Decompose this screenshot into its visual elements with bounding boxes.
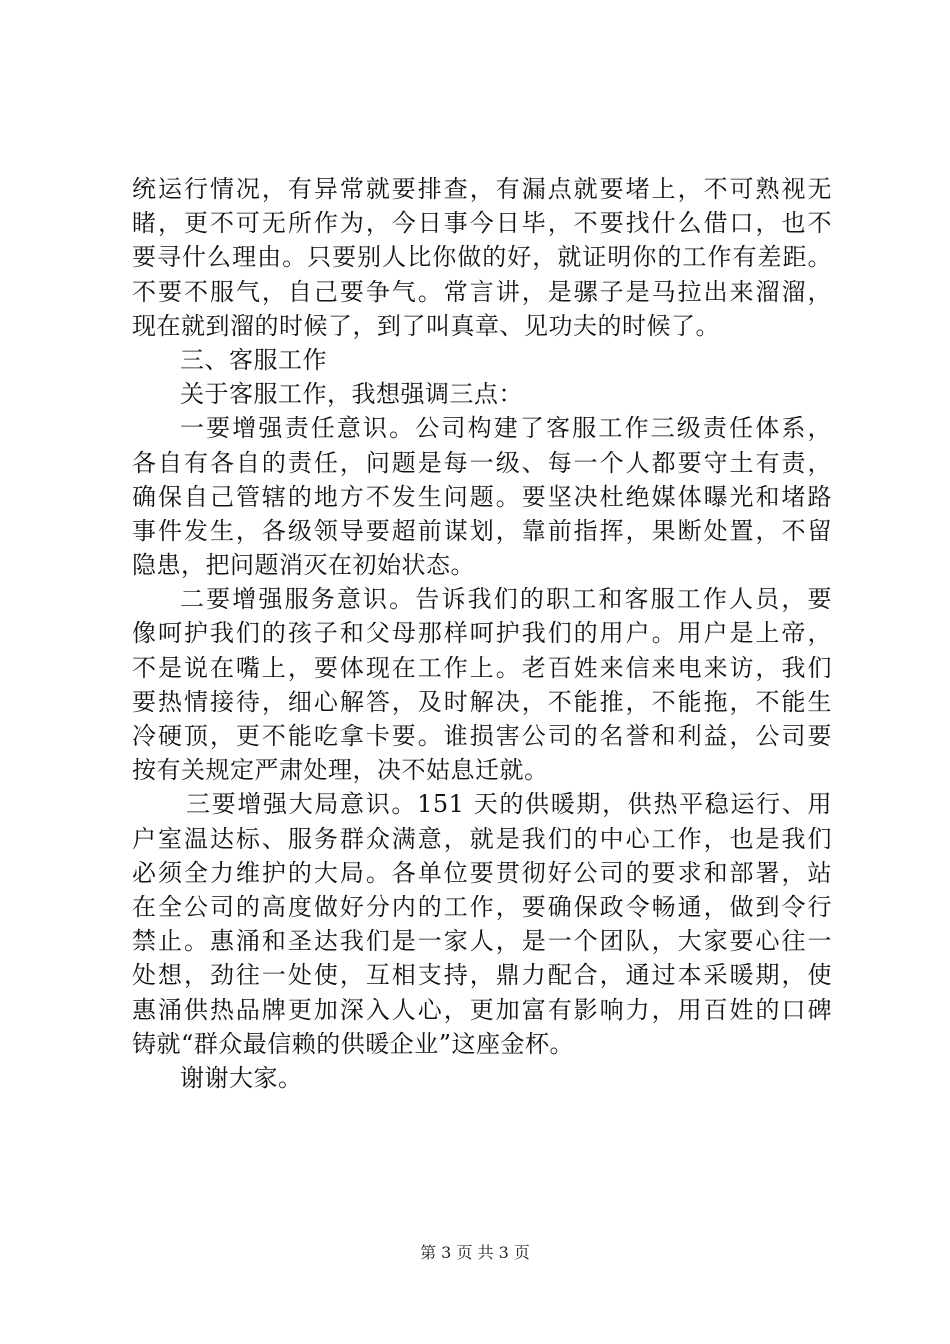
text-line: 确保自己管辖的地方不发生问题。要坚决杜绝媒体曝光和堵路	[132, 482, 832, 511]
text-line: 处想，劲往一处使，互相支持，鼎力配合，通过本采暖期，使	[132, 961, 832, 990]
text-line: 统运行情况，有异常就要排查，有漏点就要堵上，不可熟视无	[132, 175, 832, 203]
text-line: 户室温达标、服务群众满意，就是我们的中心工作，也是我们	[132, 824, 832, 853]
section-heading: 三、客服工作	[180, 345, 327, 374]
text-line: 按有关规定严肃处理，决不姑息迁就。	[132, 756, 549, 785]
text-line: 三要增强大局意识。151 天的供暖期，供热平稳运行、用	[186, 790, 832, 819]
text-line: 事件发生，各级领导要超前谋划，靠前指挥，果断处置，不留	[132, 516, 832, 545]
text-line: 关于客服工作，我想强调三点：	[180, 380, 523, 409]
text-line: 冷硬顶，更不能吃拿卡要。谁损害公司的名誉和利益，公司要	[132, 722, 832, 750]
text-line: 各自有各自的责任，问题是每一级、每一个人都要守土有责，	[132, 448, 832, 477]
text-line: 要热情接待，细心解答，及时解决，不能推，不能拖，不能生	[132, 687, 832, 716]
text-line: 要寻什么理由。只要别人比你做的好，就证明你的工作有差距。	[132, 243, 832, 272]
text-line: 像呵护我们的孩子和父母那样呵护我们的用户。用户是上帝，	[132, 619, 832, 648]
page-number-footer: 第 3 页 共 3 页	[420, 1243, 530, 1262]
text-line: 不是说在嘴上，要体现在工作上。老百姓来信来电来访，我们	[132, 653, 832, 682]
text-line: 一要增强责任意识。公司构建了客服工作三级责任体系，	[180, 414, 832, 443]
text-line: 睹，更不可无所作为，今日事今日毕，不要找什么借口，也不	[132, 209, 832, 238]
text-line: 不要不服气，自己要争气。常言讲，是骡子是马拉出来溜溜，	[132, 277, 832, 306]
text-line: 隐患，把问题消灭在初始状态。	[132, 551, 475, 580]
text-line: 在全公司的高度做好分内的工作，要确保政令畅通，做到令行	[132, 892, 832, 921]
text-line: 现在就到溜的时候了，到了叫真章、见功夫的时候了。	[132, 311, 720, 340]
text-line: 必须全力维护的大局。各单位要贯彻好公司的要求和部署，站	[132, 858, 832, 887]
text-line: 铸就“群众最信赖的供暖企业”这座金杯。	[132, 1029, 575, 1058]
closing-line: 谢谢大家。	[180, 1063, 303, 1092]
text-line: 二要增强服务意识。告诉我们的职工和客服工作人员，要	[180, 585, 832, 614]
text-line: 惠涌供热品牌更加深入人心，更加富有影响力，用百姓的口碑	[132, 995, 832, 1024]
text-line: 禁止。惠涌和圣达我们是一家人，是一个团队，大家要心往一	[132, 927, 832, 956]
body-text	[132, 172, 832, 1095]
